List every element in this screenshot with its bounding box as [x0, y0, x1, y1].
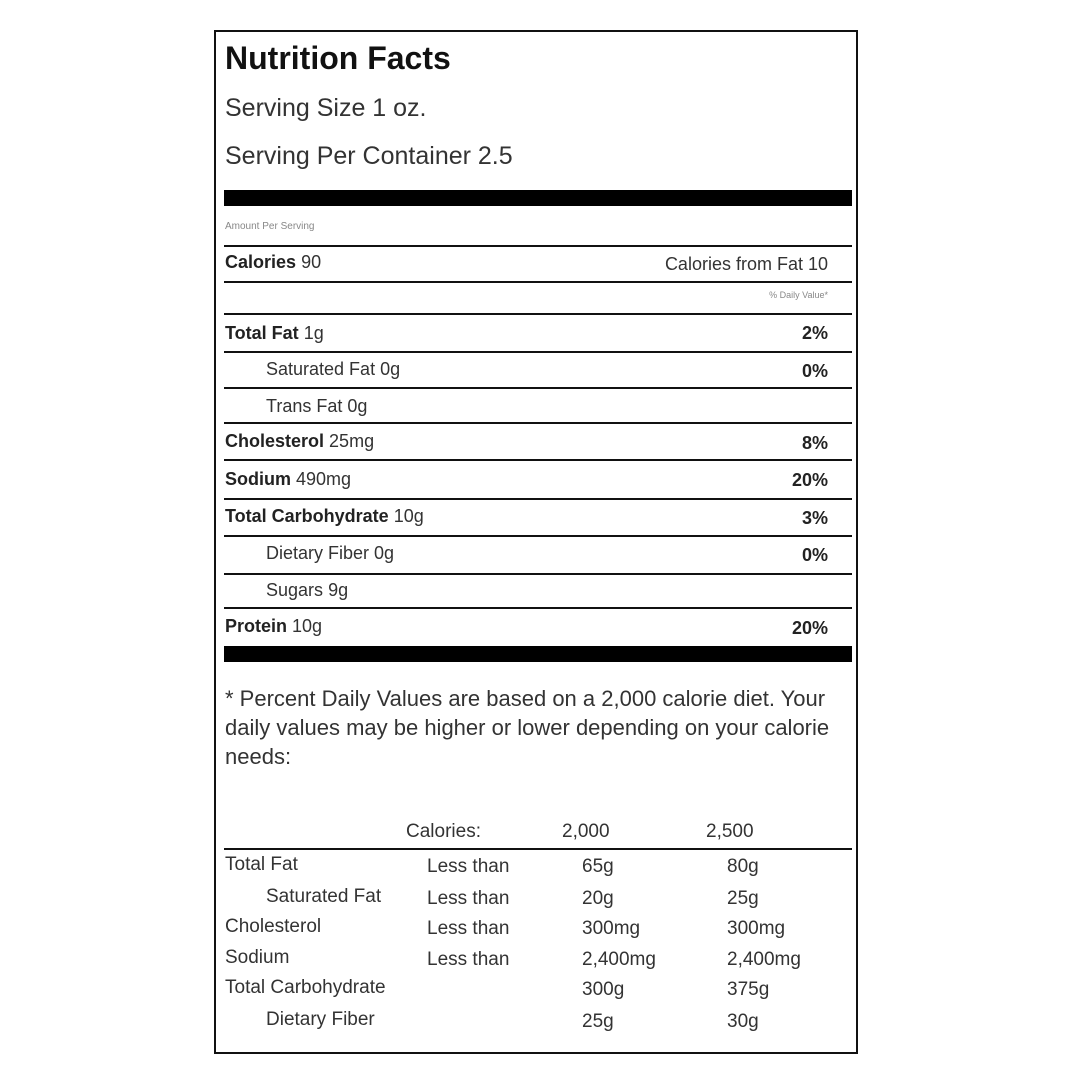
nutrient-dv: 2%: [801, 323, 828, 343]
calories-value: 90: [301, 252, 322, 272]
footer-row-name: Sodium: [225, 947, 290, 968]
divider: [224, 351, 852, 353]
footer-row-name: Saturated Fat: [266, 886, 382, 907]
daily-value-heading: % Daily Value*: [769, 290, 828, 300]
nutrient-label: Sugars: [266, 580, 324, 600]
daily-value-footnote: * Percent Daily Values are based on a 2,000 calorie diet. Your daily values may be higher or lower depending on your calorie needs:: [225, 686, 830, 769]
divider: [224, 498, 852, 500]
nutrient-amount: 10g: [393, 506, 424, 526]
footer-row-name: Cholesterol: [225, 916, 322, 937]
nutrient-label: Sodium: [225, 469, 291, 489]
nutrient-label: Saturated Fat: [266, 359, 376, 379]
thick-divider-bottom: [224, 646, 852, 662]
nutrient-label: Trans Fat: [266, 396, 343, 416]
servings-per-container: Serving Per Container 2.5: [225, 142, 513, 170]
nutrient-label: Total Fat: [225, 323, 299, 343]
footer-row-2500: 80g: [727, 856, 759, 877]
nutrient-row-cholesterol: [225, 431, 374, 452]
footer-row-2500: 25g: [727, 888, 759, 909]
nutrient-amount: 9g: [328, 580, 349, 600]
footer-row-2000: 300g: [582, 979, 625, 1000]
nutrient-amount: 25mg: [329, 431, 375, 451]
footer-row-qualifier: Less than: [427, 888, 510, 909]
divider: [224, 281, 852, 283]
amount-per-serving: Amount Per Serving: [225, 221, 315, 232]
nutrient-amount: 0g: [374, 543, 395, 563]
footer-row-name: Total Fat: [225, 854, 298, 875]
footer-header-calories: Calories:: [406, 821, 481, 842]
nutrient-row-dietary-fiber: [266, 543, 394, 564]
nutrient-dv: 3%: [801, 508, 828, 528]
calories-from-fat: Calories from Fat 10: [664, 254, 828, 274]
nutrient-amount: 490mg: [296, 469, 352, 489]
divider: [224, 313, 852, 315]
label-title: Nutrition Facts: [225, 40, 451, 76]
footer-row-2000: 2,400mg: [582, 949, 656, 970]
divider: [224, 607, 852, 609]
divider: [224, 387, 852, 389]
footer-row-name: Dietary Fiber: [266, 1009, 375, 1030]
nutrient-amount: 0g: [347, 396, 368, 416]
nutrient-dv: 20%: [791, 618, 828, 638]
divider: [224, 573, 852, 575]
footer-row-2000: 25g: [582, 1011, 614, 1032]
thick-divider-top: [224, 190, 852, 206]
nutrient-row-total-carbohydrate: [225, 506, 424, 527]
nutrient-row-total-fat: [225, 323, 324, 344]
calories-label: Calories: [225, 252, 297, 272]
footer-row-2500: 375g: [727, 979, 770, 1000]
footer-row-2500: 30g: [727, 1011, 759, 1032]
footer-header-2000: 2,000: [562, 821, 610, 842]
divider: [224, 535, 852, 537]
nutrient-label: Protein: [225, 616, 288, 636]
footer-row-2000: 20g: [582, 888, 614, 909]
nutrient-dv: 0%: [801, 361, 828, 381]
nutrient-row-sugars: [266, 580, 348, 601]
footer-row-qualifier: Less than: [427, 918, 510, 939]
nutrient-row-trans-fat: [266, 396, 367, 417]
footer-row-qualifier: Less than: [427, 856, 510, 877]
nutrient-row-sodium: [225, 469, 351, 490]
nutrient-label: Dietary Fiber: [266, 543, 370, 563]
serving-size: Serving Size 1 oz.: [225, 94, 427, 122]
footer-row-2500: 2,400mg: [727, 949, 801, 970]
nutrient-dv: 0%: [801, 545, 828, 565]
nutrient-dv: 20%: [791, 470, 828, 490]
footer-header-2500: 2,500: [706, 821, 754, 842]
footer-row-2000: 300mg: [582, 918, 641, 939]
footer-row-2000: 65g: [582, 856, 614, 877]
divider: [224, 848, 852, 850]
nutrient-label: Cholesterol: [225, 431, 325, 451]
nutrient-label: Total Carbohydrate: [225, 506, 389, 526]
nutrient-row-saturated-fat: [266, 359, 400, 380]
divider: [224, 245, 852, 247]
nutrient-amount: 10g: [292, 616, 323, 636]
nutrient-amount: 1g: [303, 323, 324, 343]
divider: [224, 459, 852, 461]
nutrition-facts-label: [214, 30, 858, 1054]
divider: [224, 422, 852, 424]
footer-row-name: Total Carbohydrate: [225, 977, 386, 998]
footer-row-qualifier: Less than: [427, 949, 510, 970]
nutrient-row-protein: [225, 616, 322, 637]
nutrient-dv: 8%: [801, 433, 828, 453]
nutrient-amount: 0g: [380, 359, 401, 379]
footer-row-2500: 300mg: [727, 918, 786, 939]
calories-row: [225, 252, 321, 273]
